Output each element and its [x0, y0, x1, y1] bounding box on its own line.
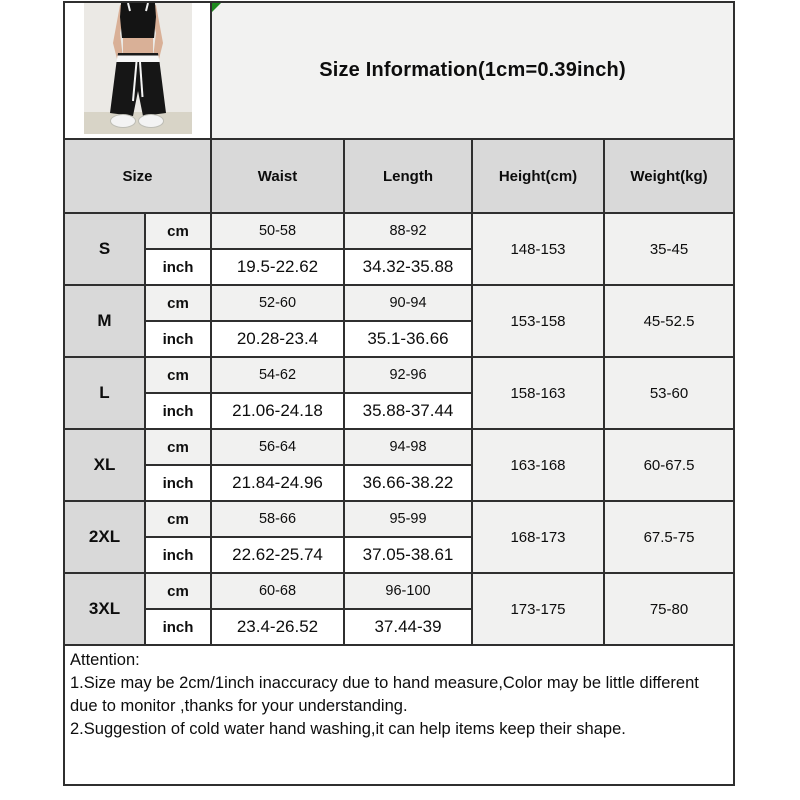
unit-label: cm: [145, 429, 211, 465]
size-label-l: L: [64, 357, 145, 429]
product-photo-cell: [64, 2, 211, 139]
waist-inch-2xl: 22.62-25.74: [211, 537, 344, 573]
height-s: 148-153: [472, 213, 604, 285]
height-m: 153-158: [472, 285, 604, 357]
attention-title: Attention:: [70, 651, 140, 669]
size-label-s: S: [64, 213, 145, 285]
length-inch-xl: 36.66-38.22: [344, 465, 472, 501]
unit-label: inch: [145, 321, 211, 357]
waist-inch-xl: 21.84-24.96: [211, 465, 344, 501]
product-photo: [84, 3, 192, 134]
length-cm-l: 92-96: [344, 357, 472, 393]
attention-line-2: 2.Suggestion of cold water hand washing,it can help items keep their shape.: [70, 720, 626, 738]
green-corner-marker-icon: [212, 3, 221, 12]
length-cm-3xl: 96-100: [344, 573, 472, 609]
attention-note: [64, 645, 734, 785]
waist-inch-m: 20.28-23.4: [211, 321, 344, 357]
weight-xl: 60-67.5: [604, 429, 734, 501]
waist-cm-l: 54-62: [211, 357, 344, 393]
length-cm-xl: 94-98: [344, 429, 472, 465]
length-inch-2xl: 37.05-38.61: [344, 537, 472, 573]
weight-m: 45-52.5: [604, 285, 734, 357]
length-inch-l: 35.88-37.44: [344, 393, 472, 429]
height-2xl: 168-173: [472, 501, 604, 573]
column-header-waist: Waist: [211, 139, 344, 213]
unit-label: inch: [145, 249, 211, 285]
unit-label: inch: [145, 393, 211, 429]
size-label-3xl: 3XL: [64, 573, 145, 645]
table-row: [64, 213, 734, 249]
unit-label: inch: [145, 465, 211, 501]
column-header-size: Size: [64, 139, 211, 213]
waist-cm-xl: 56-64: [211, 429, 344, 465]
length-inch-3xl: 37.44-39: [344, 609, 472, 645]
unit-label: inch: [145, 609, 211, 645]
column-header-length: Length: [344, 139, 472, 213]
length-cm-2xl: 95-99: [344, 501, 472, 537]
length-cm-s: 88-92: [344, 213, 472, 249]
title-cell: [211, 2, 734, 139]
unit-label: cm: [145, 573, 211, 609]
table-row: [64, 285, 734, 321]
length-inch-m: 35.1-36.66: [344, 321, 472, 357]
unit-label: inch: [145, 537, 211, 573]
waist-cm-m: 52-60: [211, 285, 344, 321]
unit-label: cm: [145, 285, 211, 321]
height-3xl: 173-175: [472, 573, 604, 645]
weight-2xl: 67.5-75: [604, 501, 734, 573]
size-label-2xl: 2XL: [64, 501, 145, 573]
weight-3xl: 75-80: [604, 573, 734, 645]
height-xl: 163-168: [472, 429, 604, 501]
height-l: 158-163: [472, 357, 604, 429]
weight-s: 35-45: [604, 213, 734, 285]
column-header-row: [64, 139, 734, 213]
attention-line-1: 1.Size may be 2cm/1inch inaccuracy due to hand measure,Color may be little different due to monitor ,thanks for your understanding.: [70, 674, 699, 715]
table-row: [64, 501, 734, 537]
waist-cm-2xl: 58-66: [211, 501, 344, 537]
length-inch-s: 34.32-35.88: [344, 249, 472, 285]
column-header-weight: Weight(kg): [604, 139, 734, 213]
page-title: Size Information(1cm=0.39inch): [319, 59, 626, 81]
length-cm-m: 90-94: [344, 285, 472, 321]
waist-inch-l: 21.06-24.18: [211, 393, 344, 429]
size-label-m: M: [64, 285, 145, 357]
waist-cm-3xl: 60-68: [211, 573, 344, 609]
table-row: [64, 573, 734, 609]
size-label-xl: XL: [64, 429, 145, 501]
column-header-height: Height(cm): [472, 139, 604, 213]
size-table: [63, 1, 735, 786]
waist-inch-3xl: 23.4-26.52: [211, 609, 344, 645]
unit-label: cm: [145, 501, 211, 537]
waist-inch-s: 19.5-22.62: [211, 249, 344, 285]
table-row: [64, 357, 734, 393]
unit-label: cm: [145, 357, 211, 393]
table-row: [64, 429, 734, 465]
weight-l: 53-60: [604, 357, 734, 429]
unit-label: cm: [145, 213, 211, 249]
waist-cm-s: 50-58: [211, 213, 344, 249]
